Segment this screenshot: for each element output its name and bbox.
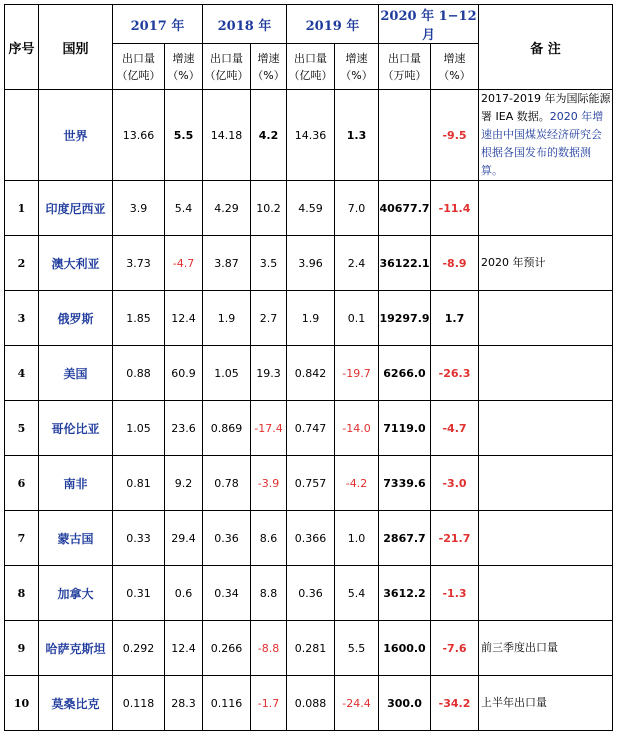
export-2019: 1.9 (287, 291, 335, 346)
growth-2019: 5.4 (335, 566, 379, 621)
remark: 上半年出口量 (479, 676, 613, 731)
remark (479, 181, 613, 236)
growth-2019: 1.0 (335, 511, 379, 566)
growth-2019: 7.0 (335, 181, 379, 236)
export-2020: 40677.7 (379, 181, 431, 236)
table-row (5, 566, 613, 621)
row-index (5, 90, 39, 181)
export-2020: 36122.1 (379, 236, 431, 291)
export-2018: 0.116 (203, 676, 251, 731)
growth-2019: 0.1 (335, 291, 379, 346)
remark (479, 291, 613, 346)
export-2017: 1.05 (113, 401, 165, 456)
remark-estimate: 2020 年增速由中国煤炭经济研究会根据各国发布的数据测算。 (481, 110, 604, 177)
export-2017: 1.85 (113, 291, 165, 346)
growth-2018: -8.8 (251, 621, 287, 676)
growth-2017: 5.4 (165, 181, 203, 236)
header-country: 国别 (39, 5, 113, 90)
remark (479, 346, 613, 401)
remark (479, 456, 613, 511)
growth-2020: -7.6 (431, 621, 479, 676)
country-name: 澳大利亚 (39, 236, 113, 291)
country-name: 哥伦比亚 (39, 401, 113, 456)
export-2018: 0.78 (203, 456, 251, 511)
export-2019: 4.59 (287, 181, 335, 236)
row-index: 10 (5, 676, 39, 731)
export-2018: 0.869 (203, 401, 251, 456)
growth-2020: -26.3 (431, 346, 479, 401)
export-2019: 14.36 (287, 90, 335, 181)
country-name: 莫桑比克 (39, 676, 113, 731)
header-growth-2019: 增速 （%） (335, 44, 379, 90)
growth-2019: 1.3 (335, 90, 379, 181)
table-row (5, 676, 613, 731)
growth-2017: 23.6 (165, 401, 203, 456)
remark (479, 566, 613, 621)
header-growth-2017: 增速 （%） (165, 44, 203, 90)
export-2018: 3.87 (203, 236, 251, 291)
remark (479, 90, 613, 181)
remark-iea: 2017-2019 年为国际能源署 IEA 数据。 (481, 92, 611, 123)
growth-2017: 60.9 (165, 346, 203, 401)
growth-2017: 9.2 (165, 456, 203, 511)
growth-2019: -14.0 (335, 401, 379, 456)
export-2018: 0.34 (203, 566, 251, 621)
header-year-2018: 2018 年 (203, 5, 287, 44)
growth-2020: 1.7 (431, 291, 479, 346)
table-row (5, 456, 613, 511)
row-index: 4 (5, 346, 39, 401)
growth-2018: 2.7 (251, 291, 287, 346)
growth-2020: -1.3 (431, 566, 479, 621)
country-name: 加拿大 (39, 566, 113, 621)
export-2018: 4.29 (203, 181, 251, 236)
export-2020: 7119.0 (379, 401, 431, 456)
export-2019: 0.842 (287, 346, 335, 401)
export-2018: 14.18 (203, 90, 251, 181)
header-remarks: 备 注 (479, 5, 613, 90)
growth-2018: 8.8 (251, 566, 287, 621)
growth-2017: 28.3 (165, 676, 203, 731)
growth-2018: 8.6 (251, 511, 287, 566)
growth-2018: 3.5 (251, 236, 287, 291)
header-year-2020: 2020 年 1−12 月 (379, 5, 479, 44)
table-row (5, 291, 613, 346)
export-2017: 0.292 (113, 621, 165, 676)
export-2020: 6266.0 (379, 346, 431, 401)
country-name: 世界 (39, 90, 113, 181)
row-index: 9 (5, 621, 39, 676)
export-2020: 3612.2 (379, 566, 431, 621)
row-index: 8 (5, 566, 39, 621)
export-2020 (379, 90, 431, 181)
growth-2017: -4.7 (165, 236, 203, 291)
table-row (5, 346, 613, 401)
export-2019: 3.96 (287, 236, 335, 291)
growth-2020: -34.2 (431, 676, 479, 731)
table-row (5, 621, 613, 676)
remark: 前三季度出口量 (479, 621, 613, 676)
country-name: 哈萨克斯坦 (39, 621, 113, 676)
export-2018: 1.05 (203, 346, 251, 401)
growth-2018: -3.9 (251, 456, 287, 511)
growth-2019: 2.4 (335, 236, 379, 291)
table-row (5, 181, 613, 236)
export-2017: 0.88 (113, 346, 165, 401)
header-year-2017: 2017 年 (113, 5, 203, 44)
growth-2020: -21.7 (431, 511, 479, 566)
export-2017: 3.73 (113, 236, 165, 291)
growth-2019: -19.7 (335, 346, 379, 401)
export-2017: 0.33 (113, 511, 165, 566)
export-2020: 19297.9 (379, 291, 431, 346)
export-2017: 13.66 (113, 90, 165, 181)
table-row (5, 401, 613, 456)
header-growth-2018: 增速 （%） (251, 44, 287, 90)
export-2018: 1.9 (203, 291, 251, 346)
country-name: 蒙古国 (39, 511, 113, 566)
growth-2020: -3.0 (431, 456, 479, 511)
export-2017: 0.81 (113, 456, 165, 511)
header-year-2019: 2019 年 (287, 5, 379, 44)
growth-2018: -17.4 (251, 401, 287, 456)
growth-2019: -4.2 (335, 456, 379, 511)
growth-2017: 0.6 (165, 566, 203, 621)
growth-2018: 4.2 (251, 90, 287, 181)
growth-2017: 12.4 (165, 291, 203, 346)
table-row (5, 236, 613, 291)
export-2019: 0.36 (287, 566, 335, 621)
growth-2020: -4.7 (431, 401, 479, 456)
export-2019: 0.747 (287, 401, 335, 456)
growth-2019: -24.4 (335, 676, 379, 731)
export-2020: 300.0 (379, 676, 431, 731)
coal-export-table (4, 4, 613, 731)
growth-2020: -8.9 (431, 236, 479, 291)
remark (479, 511, 613, 566)
export-2020: 2867.7 (379, 511, 431, 566)
export-2020: 1600.0 (379, 621, 431, 676)
row-index: 2 (5, 236, 39, 291)
growth-2017: 5.5 (165, 90, 203, 181)
row-index: 6 (5, 456, 39, 511)
country-name: 俄罗斯 (39, 291, 113, 346)
export-2019: 0.757 (287, 456, 335, 511)
country-name: 南非 (39, 456, 113, 511)
export-2019: 0.366 (287, 511, 335, 566)
header-index: 序号 (5, 5, 39, 90)
header-export-2020: 出口量 （万吨） (379, 44, 431, 90)
export-2017: 0.118 (113, 676, 165, 731)
country-name: 印度尼西亚 (39, 181, 113, 236)
table-row-world (5, 90, 613, 181)
row-index: 5 (5, 401, 39, 456)
remark (479, 401, 613, 456)
growth-2018: -1.7 (251, 676, 287, 731)
header-row-years (5, 5, 613, 44)
export-2018: 0.266 (203, 621, 251, 676)
export-2018: 0.36 (203, 511, 251, 566)
growth-2018: 19.3 (251, 346, 287, 401)
growth-2017: 12.4 (165, 621, 203, 676)
header-export-2017: 出口量 （亿吨） (113, 44, 165, 90)
header-export-2019: 出口量 （亿吨） (287, 44, 335, 90)
row-index: 3 (5, 291, 39, 346)
export-2019: 0.088 (287, 676, 335, 731)
country-name: 美国 (39, 346, 113, 401)
header-growth-2020: 增速 （%） (431, 44, 479, 90)
row-index: 7 (5, 511, 39, 566)
growth-2020: -11.4 (431, 181, 479, 236)
export-2020: 7339.6 (379, 456, 431, 511)
header-export-2018: 出口量 （亿吨） (203, 44, 251, 90)
growth-2020: -9.5 (431, 90, 479, 181)
row-index: 1 (5, 181, 39, 236)
export-2019: 0.281 (287, 621, 335, 676)
growth-2017: 29.4 (165, 511, 203, 566)
growth-2018: 10.2 (251, 181, 287, 236)
growth-2019: 5.5 (335, 621, 379, 676)
remark: 2020 年预计 (479, 236, 613, 291)
export-2017: 0.31 (113, 566, 165, 621)
table-row (5, 511, 613, 566)
export-2017: 3.9 (113, 181, 165, 236)
